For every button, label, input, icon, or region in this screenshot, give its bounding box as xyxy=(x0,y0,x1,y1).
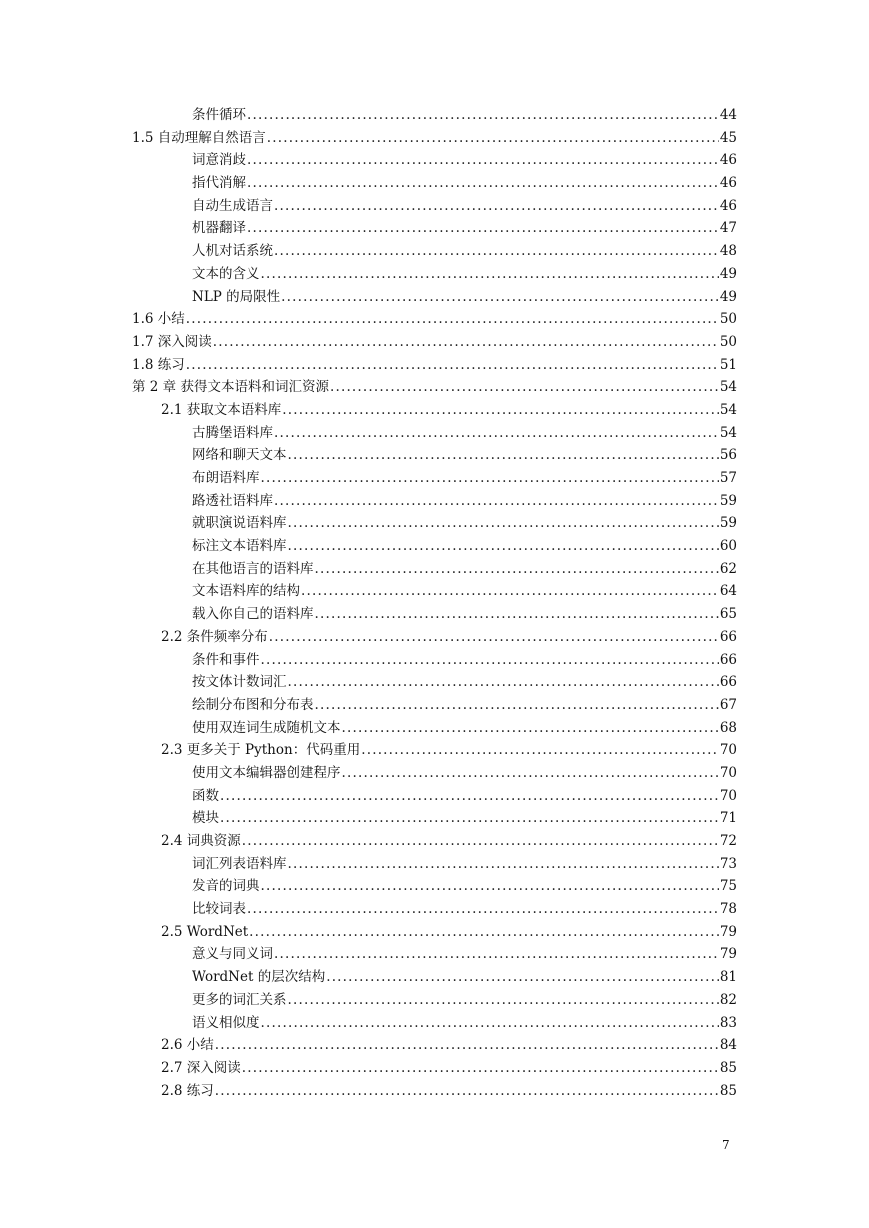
toc-entry-title: 发音的词典 xyxy=(192,878,260,895)
toc-entry-title: 1.6 小结 xyxy=(132,311,185,328)
toc-entry xyxy=(0,1057,869,1080)
dot-leader xyxy=(215,1034,719,1057)
toc-entry-page: 66 xyxy=(719,628,737,645)
toc-entry-title: 1.8 练习 xyxy=(132,356,185,373)
toc-entry-page: 54 xyxy=(719,379,737,396)
toc-entry xyxy=(0,1080,869,1103)
toc-entry-title: 网络和聊天文本 xyxy=(192,447,287,464)
toc-entry-page: 46 xyxy=(719,175,737,192)
dot-leader xyxy=(215,1080,719,1103)
toc-entry-title: 指代消解 xyxy=(192,175,246,192)
toc-entry xyxy=(0,717,869,740)
dot-leader xyxy=(274,240,719,263)
toc-entry xyxy=(0,422,869,445)
toc-entry-page: 50 xyxy=(719,311,737,328)
toc-entry-title: 路透社语料库 xyxy=(192,492,273,509)
toc-entry-page: 54 xyxy=(719,424,737,441)
toc-entry-title: 2.6 小结 xyxy=(161,1037,214,1054)
toc-entry xyxy=(0,172,869,195)
toc-entry-page: 46 xyxy=(719,152,737,169)
toc-entry xyxy=(0,943,869,966)
toc-entry xyxy=(0,785,869,808)
dot-leader xyxy=(288,444,719,467)
toc-entry-page: 79 xyxy=(719,946,737,963)
dot-leader xyxy=(220,807,719,830)
dot-leader xyxy=(282,399,719,422)
toc-entry-title: 意义与同义词 xyxy=(192,946,273,963)
toc-entry-page: 83 xyxy=(719,1014,737,1031)
toc-entry-title: 按文体计数词汇 xyxy=(192,674,287,691)
dot-leader xyxy=(247,149,719,172)
toc-entry-title: 词意消歧 xyxy=(192,152,246,169)
toc-entry xyxy=(0,263,869,286)
toc-entry-title: 1.7 深入阅读 xyxy=(132,333,212,350)
toc-entry xyxy=(0,354,869,377)
toc-entry xyxy=(0,376,869,399)
toc-entry xyxy=(0,490,869,513)
toc-entry-title: 人机对话系统 xyxy=(192,243,273,260)
dot-leader xyxy=(261,649,719,672)
toc-entry-page: 70 xyxy=(719,742,737,759)
toc-entry-page: 64 xyxy=(719,583,737,600)
toc-entry-page: 82 xyxy=(719,991,737,1008)
toc-entry xyxy=(0,875,869,898)
toc-entry-title: 2.8 练习 xyxy=(161,1082,214,1099)
toc-entry-page: 75 xyxy=(719,878,737,895)
toc-entry-title: 2.2 条件频率分布 xyxy=(161,628,268,645)
toc-entry-page: 49 xyxy=(719,288,737,305)
dot-leader xyxy=(247,104,719,127)
toc-entry-title: 2.4 词典资源 xyxy=(161,833,241,849)
toc-entry-page: 56 xyxy=(719,447,737,464)
toc-entry xyxy=(0,104,869,127)
toc-entry-page: 51 xyxy=(719,356,737,373)
dot-leader xyxy=(274,490,719,513)
dot-leader xyxy=(261,263,719,286)
toc-entry-title: 2.7 深入阅读 xyxy=(161,1059,241,1076)
toc-entry-title: 更多的词汇关系 xyxy=(192,991,287,1008)
toc-entry-page: 81 xyxy=(719,969,737,986)
toc-entry-title: 模块 xyxy=(192,810,219,827)
toc-entry-page: 65 xyxy=(719,606,737,623)
dot-leader xyxy=(288,853,719,876)
toc-entry-title: 标注文本语料库 xyxy=(192,538,287,555)
toc-entry xyxy=(0,603,869,626)
toc-entry-title: 1.5 自动理解自然语言 xyxy=(132,129,266,146)
toc-entry-title: 词汇列表语料库 xyxy=(192,855,287,872)
toc-entry xyxy=(0,558,869,581)
toc-entry xyxy=(0,898,869,921)
toc-entry-title: 条件循环 xyxy=(192,107,246,123)
toc-entry-title: 就职演说语料库 xyxy=(192,515,287,532)
toc-entry-page: 57 xyxy=(719,470,737,486)
dot-leader xyxy=(361,739,719,762)
toc-entry-title: 文本语料库的结构 xyxy=(192,583,300,600)
dot-leader xyxy=(288,989,719,1012)
toc-entry-page: 48 xyxy=(719,243,737,260)
toc-entry xyxy=(0,286,869,309)
dot-leader xyxy=(274,195,719,218)
dot-leader xyxy=(247,898,719,921)
toc-entry xyxy=(0,830,869,853)
toc-entry xyxy=(0,444,869,467)
toc-entry xyxy=(0,467,869,490)
dot-leader xyxy=(267,127,719,150)
toc-entry-title: 语义相似度 xyxy=(192,1014,260,1031)
toc-entry-page: 73 xyxy=(719,855,737,872)
dot-leader xyxy=(269,626,719,649)
toc-entry-page: 66 xyxy=(719,674,737,691)
dot-leader xyxy=(274,943,719,966)
toc-entry-page: 79 xyxy=(719,923,737,940)
toc-entry-page: 46 xyxy=(719,197,737,214)
dot-leader xyxy=(186,308,719,331)
toc-entry-title: 第 2 章 获得文本语料和词汇资源 xyxy=(132,379,329,396)
toc-entry xyxy=(0,671,869,694)
dot-leader xyxy=(213,331,719,354)
dot-leader xyxy=(274,422,719,445)
toc-entry-page: 62 xyxy=(719,560,737,577)
toc-entry-page: 47 xyxy=(719,220,737,237)
dot-leader xyxy=(301,580,719,603)
dot-leader xyxy=(247,172,719,195)
toc-entry-page: 44 xyxy=(719,107,737,123)
toc-entry-page: 70 xyxy=(719,787,737,804)
toc-entry-title: NLP 的局限性 xyxy=(192,288,281,305)
toc-entry xyxy=(0,331,869,354)
toc-entry-title: WordNet 的层次结构 xyxy=(192,969,326,986)
toc-entry-title: 函数 xyxy=(192,787,219,804)
dot-leader xyxy=(261,1012,719,1035)
toc-entry xyxy=(0,626,869,649)
toc-entry-title: 使用双连词生成随机文本 xyxy=(192,719,341,736)
table-of-contents xyxy=(0,104,869,1102)
dot-leader xyxy=(281,286,719,309)
dot-leader xyxy=(315,694,719,717)
toc-entry-title: 机器翻译 xyxy=(192,220,246,237)
dot-leader xyxy=(261,467,719,490)
dot-leader xyxy=(186,354,719,377)
toc-entry-page: 54 xyxy=(719,401,737,418)
toc-entry-title: 条件和事件 xyxy=(192,651,260,668)
toc-entry-title: 布朗语料库 xyxy=(192,470,260,486)
toc-entry-title: 古腾堡语料库 xyxy=(192,424,273,441)
dot-leader xyxy=(342,717,719,740)
toc-entry xyxy=(0,649,869,672)
toc-entry xyxy=(0,989,869,1012)
toc-entry xyxy=(0,149,869,172)
toc-entry xyxy=(0,127,869,150)
toc-entry-title: 绘制分布图和分布表 xyxy=(192,696,314,713)
toc-entry-page: 84 xyxy=(719,1037,737,1054)
toc-entry xyxy=(0,195,869,218)
toc-entry xyxy=(0,807,869,830)
dot-leader xyxy=(261,875,719,898)
toc-entry-page: 49 xyxy=(719,265,737,282)
toc-entry-page: 59 xyxy=(719,515,737,532)
toc-entry-page: 60 xyxy=(719,538,737,555)
toc-entry-page: 72 xyxy=(719,833,737,849)
toc-entry xyxy=(0,921,869,944)
toc-entry-title: 比较词表 xyxy=(192,901,246,918)
toc-entry xyxy=(0,308,869,331)
dot-leader xyxy=(330,376,719,399)
toc-entry xyxy=(0,1034,869,1057)
toc-entry xyxy=(0,1012,869,1035)
toc-entry xyxy=(0,694,869,717)
toc-entry-page: 59 xyxy=(719,492,737,509)
toc-entry-title: 在其他语言的语料库 xyxy=(192,560,314,577)
toc-entry-title: 2.1 获取文本语料库 xyxy=(161,401,282,418)
dot-leader xyxy=(288,535,719,558)
toc-entry xyxy=(0,217,869,240)
toc-entry-title: 文本的含义 xyxy=(192,265,260,282)
dot-leader xyxy=(242,830,719,853)
toc-entry-page: 68 xyxy=(719,719,737,736)
toc-entry-title: 自动生成语言 xyxy=(192,197,273,214)
toc-entry xyxy=(0,739,869,762)
toc-entry-page: 50 xyxy=(719,333,737,350)
toc-entry xyxy=(0,399,869,422)
toc-entry xyxy=(0,535,869,558)
dot-leader xyxy=(326,966,719,989)
dot-leader xyxy=(220,785,719,808)
toc-entry-page: 71 xyxy=(719,810,737,827)
toc-entry-title: 2.5 WordNet xyxy=(161,923,249,940)
toc-entry-page: 85 xyxy=(719,1082,737,1099)
toc-entry xyxy=(0,580,869,603)
toc-entry-title: 使用文本编辑器创建程序 xyxy=(192,764,341,781)
toc-entry xyxy=(0,853,869,876)
dot-leader xyxy=(315,603,719,626)
dot-leader xyxy=(242,1057,719,1080)
toc-entry xyxy=(0,762,869,785)
toc-entry-page: 85 xyxy=(719,1059,737,1076)
toc-entry xyxy=(0,966,869,989)
toc-entry-page: 70 xyxy=(719,764,737,781)
toc-entry-title: 2.3 更多关于 Python：代码重用 xyxy=(161,742,361,759)
toc-entry xyxy=(0,512,869,535)
dot-leader xyxy=(288,512,719,535)
dot-leader xyxy=(342,762,719,785)
toc-entry-page: 66 xyxy=(719,651,737,668)
toc-entry-title: 载入你自己的语料库 xyxy=(192,606,314,623)
dot-leader xyxy=(288,671,719,694)
dot-leader xyxy=(247,217,719,240)
page-number: 7 xyxy=(722,1138,730,1152)
toc-entry-page: 67 xyxy=(719,696,737,713)
toc-entry-page: 78 xyxy=(719,901,737,918)
dot-leader xyxy=(315,558,719,581)
dot-leader xyxy=(249,921,719,944)
toc-entry-page: 45 xyxy=(719,129,737,146)
toc-entry xyxy=(0,240,869,263)
